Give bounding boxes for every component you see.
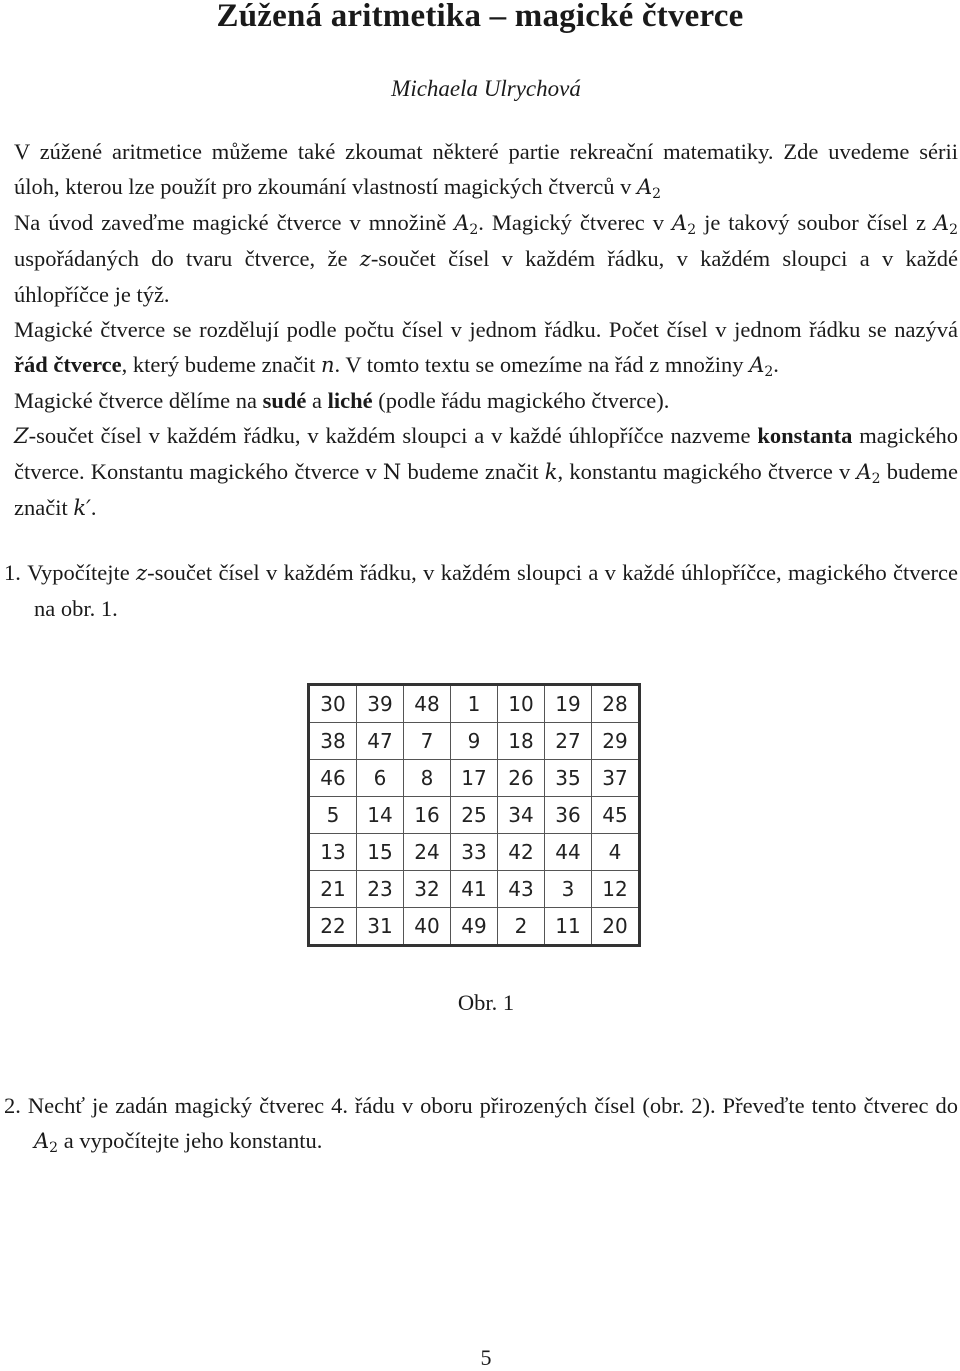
table-cell: 4 (592, 834, 640, 871)
table-cell: 36 (545, 797, 592, 834)
table-cell: 11 (545, 908, 592, 946)
math-set: N (382, 460, 402, 484)
table-row (309, 760, 640, 797)
math-set: $A_2$ (454, 211, 479, 238)
intro-paragraph-5 (14, 418, 958, 526)
table-cell: 40 (404, 908, 451, 946)
intro-paragraph-2 (14, 205, 958, 312)
math-set: $A_2$ (856, 460, 881, 487)
text-run: V zúžené aritmetice můžeme také zkoumat některé partie rekreační matematiky. Zde uvedeme sérii úloh, kterou lze použít pro zkoumání vlastností magických čtverců v (14, 139, 958, 199)
table-cell: 23 (357, 871, 404, 908)
table-cell: 38 (309, 723, 357, 760)
table-cell: 21 (309, 871, 357, 908)
table-cell: 10 (498, 685, 545, 723)
math-var: z (136, 561, 148, 585)
text-run: -součet čísel v každém řádku, v každém sloupci a v každé úhlopříčce je týž. (14, 246, 958, 307)
table-row (309, 797, 640, 834)
table-row (309, 908, 640, 946)
intro-paragraph-4 (14, 383, 958, 418)
table-cell: 42 (498, 834, 545, 871)
table-row (309, 723, 640, 760)
table-row (309, 834, 640, 871)
table-cell: 5 (309, 797, 357, 834)
table-cell: 48 (404, 685, 451, 723)
table-cell: 7 (404, 723, 451, 760)
text-run: -součet čísel v každém řádku, v každém sloupci a v každé úhlopříčce nazveme (28, 423, 758, 448)
bold-term: sudé (262, 388, 307, 413)
table-cell: 47 (357, 723, 404, 760)
text-run: . (773, 352, 779, 377)
math-var: k′ (73, 496, 91, 520)
text-run: budeme značit (401, 459, 545, 484)
table-cell: 13 (309, 834, 357, 871)
page-number: 5 (480, 1345, 492, 1370)
math-set: $A_2$ (749, 353, 774, 380)
table-cell: 6 (357, 760, 404, 797)
table-cell: 19 (545, 685, 592, 723)
table-cell: 27 (545, 723, 592, 760)
table-cell: 26 (498, 760, 545, 797)
table-row (309, 685, 640, 723)
text-run: je takový soubor čísel z (696, 210, 934, 235)
table-row (309, 871, 640, 908)
table-cell: 35 (545, 760, 592, 797)
intro-section (14, 134, 958, 526)
table-cell: 41 (451, 871, 498, 908)
task-number: 2. (4, 1093, 21, 1118)
table-cell: 39 (357, 685, 404, 723)
math-var: z (359, 247, 371, 271)
math-set: $A_2$ (636, 175, 662, 202)
text-run: Na úvod zaveďme magické čtverce v množině (14, 210, 455, 235)
text-run: . Magický čtverec v (478, 210, 673, 235)
table-cell: 24 (404, 834, 451, 871)
table-cell: 18 (498, 723, 545, 760)
text-run: Magické čtverce dělíme na (14, 388, 263, 413)
table-cell: 3 (545, 871, 592, 908)
math-set: $A_2$ (34, 1129, 59, 1156)
table-cell: 2 (498, 908, 545, 946)
table-cell: 1 (451, 685, 498, 723)
table-cell: 22 (309, 908, 357, 946)
magic-square-table (307, 683, 641, 947)
text-run: , který budeme značit (121, 352, 321, 377)
table-cell: 29 (592, 723, 640, 760)
text-run: a vypočítejte jeho konstantu. (58, 1128, 323, 1153)
table-cell: 43 (498, 871, 545, 908)
table-cell: 28 (592, 685, 640, 723)
figure-caption: Obr. 1 (457, 990, 515, 1015)
text-run: magického čtverce. Konstantu magického čtverce v (14, 423, 959, 484)
intro-paragraph-3 (14, 312, 958, 383)
table-cell: 15 (357, 834, 404, 871)
text-run: -součet čísel v každém řádku, v každém sloupci a v každé úhlopříčce, magického čtverce na obr. 1. (34, 560, 958, 621)
task-1 (4, 555, 958, 626)
math-var: n (320, 353, 335, 377)
text-run: Nechť je zadán magický čtverec 4. řádu v oboru přirozených čísel (obr. 2). Převeďte tento čtverec do (27, 1093, 958, 1118)
bold-term: řád čtverce (14, 352, 122, 377)
math-var: Z (14, 424, 29, 448)
task-2 (4, 1088, 958, 1159)
table-cell: 44 (545, 834, 592, 871)
table-cell: 16 (404, 797, 451, 834)
table-cell: 37 (592, 760, 640, 797)
table-cell: 46 (309, 760, 357, 797)
math-set: $A_2$ (933, 211, 959, 238)
text-run: . (90, 495, 97, 520)
table-cell: 49 (451, 908, 498, 946)
table-cell: 30 (309, 685, 357, 723)
text-run: uspořádaných do tvaru čtverce, že (14, 246, 360, 271)
table-cell: 20 (592, 908, 640, 946)
text-run: . V tomto textu se omezíme na řád z množiny (334, 352, 750, 377)
table-cell: 34 (498, 797, 545, 834)
math-var: k (544, 460, 558, 484)
table-cell: 8 (404, 760, 451, 797)
table-cell: 25 (451, 797, 498, 834)
table-cell: 45 (592, 797, 640, 834)
table-cell: 33 (451, 834, 498, 871)
intro-paragraph-1 (14, 134, 958, 205)
table-cell: 14 (357, 797, 404, 834)
text-run: budeme značit (14, 459, 958, 520)
text-run: Vypočítejte (27, 560, 137, 585)
table-cell: 17 (451, 760, 498, 797)
math-set: $A_2$ (672, 211, 697, 238)
page-title: Zúžená aritmetika – magické čtverce (216, 0, 744, 34)
author-name: Michaela Ulrychová (391, 76, 581, 101)
text-run: (podle řádu magického čtverce). (372, 388, 670, 413)
text-run: a (306, 388, 328, 413)
bold-term: konstanta (757, 423, 853, 448)
table-cell: 12 (592, 871, 640, 908)
table-cell: 32 (404, 871, 451, 908)
bold-term: liché (327, 388, 373, 413)
task-number: 1. (4, 560, 21, 585)
text-run: Magické čtverce se rozdělují podle počtu čísel v jednom řádku. Počet čísel v jednom řádku se nazývá (14, 317, 958, 342)
table-cell: 9 (451, 723, 498, 760)
text-run: , konstantu magického čtverce v (557, 459, 857, 484)
table-cell: 31 (357, 908, 404, 946)
